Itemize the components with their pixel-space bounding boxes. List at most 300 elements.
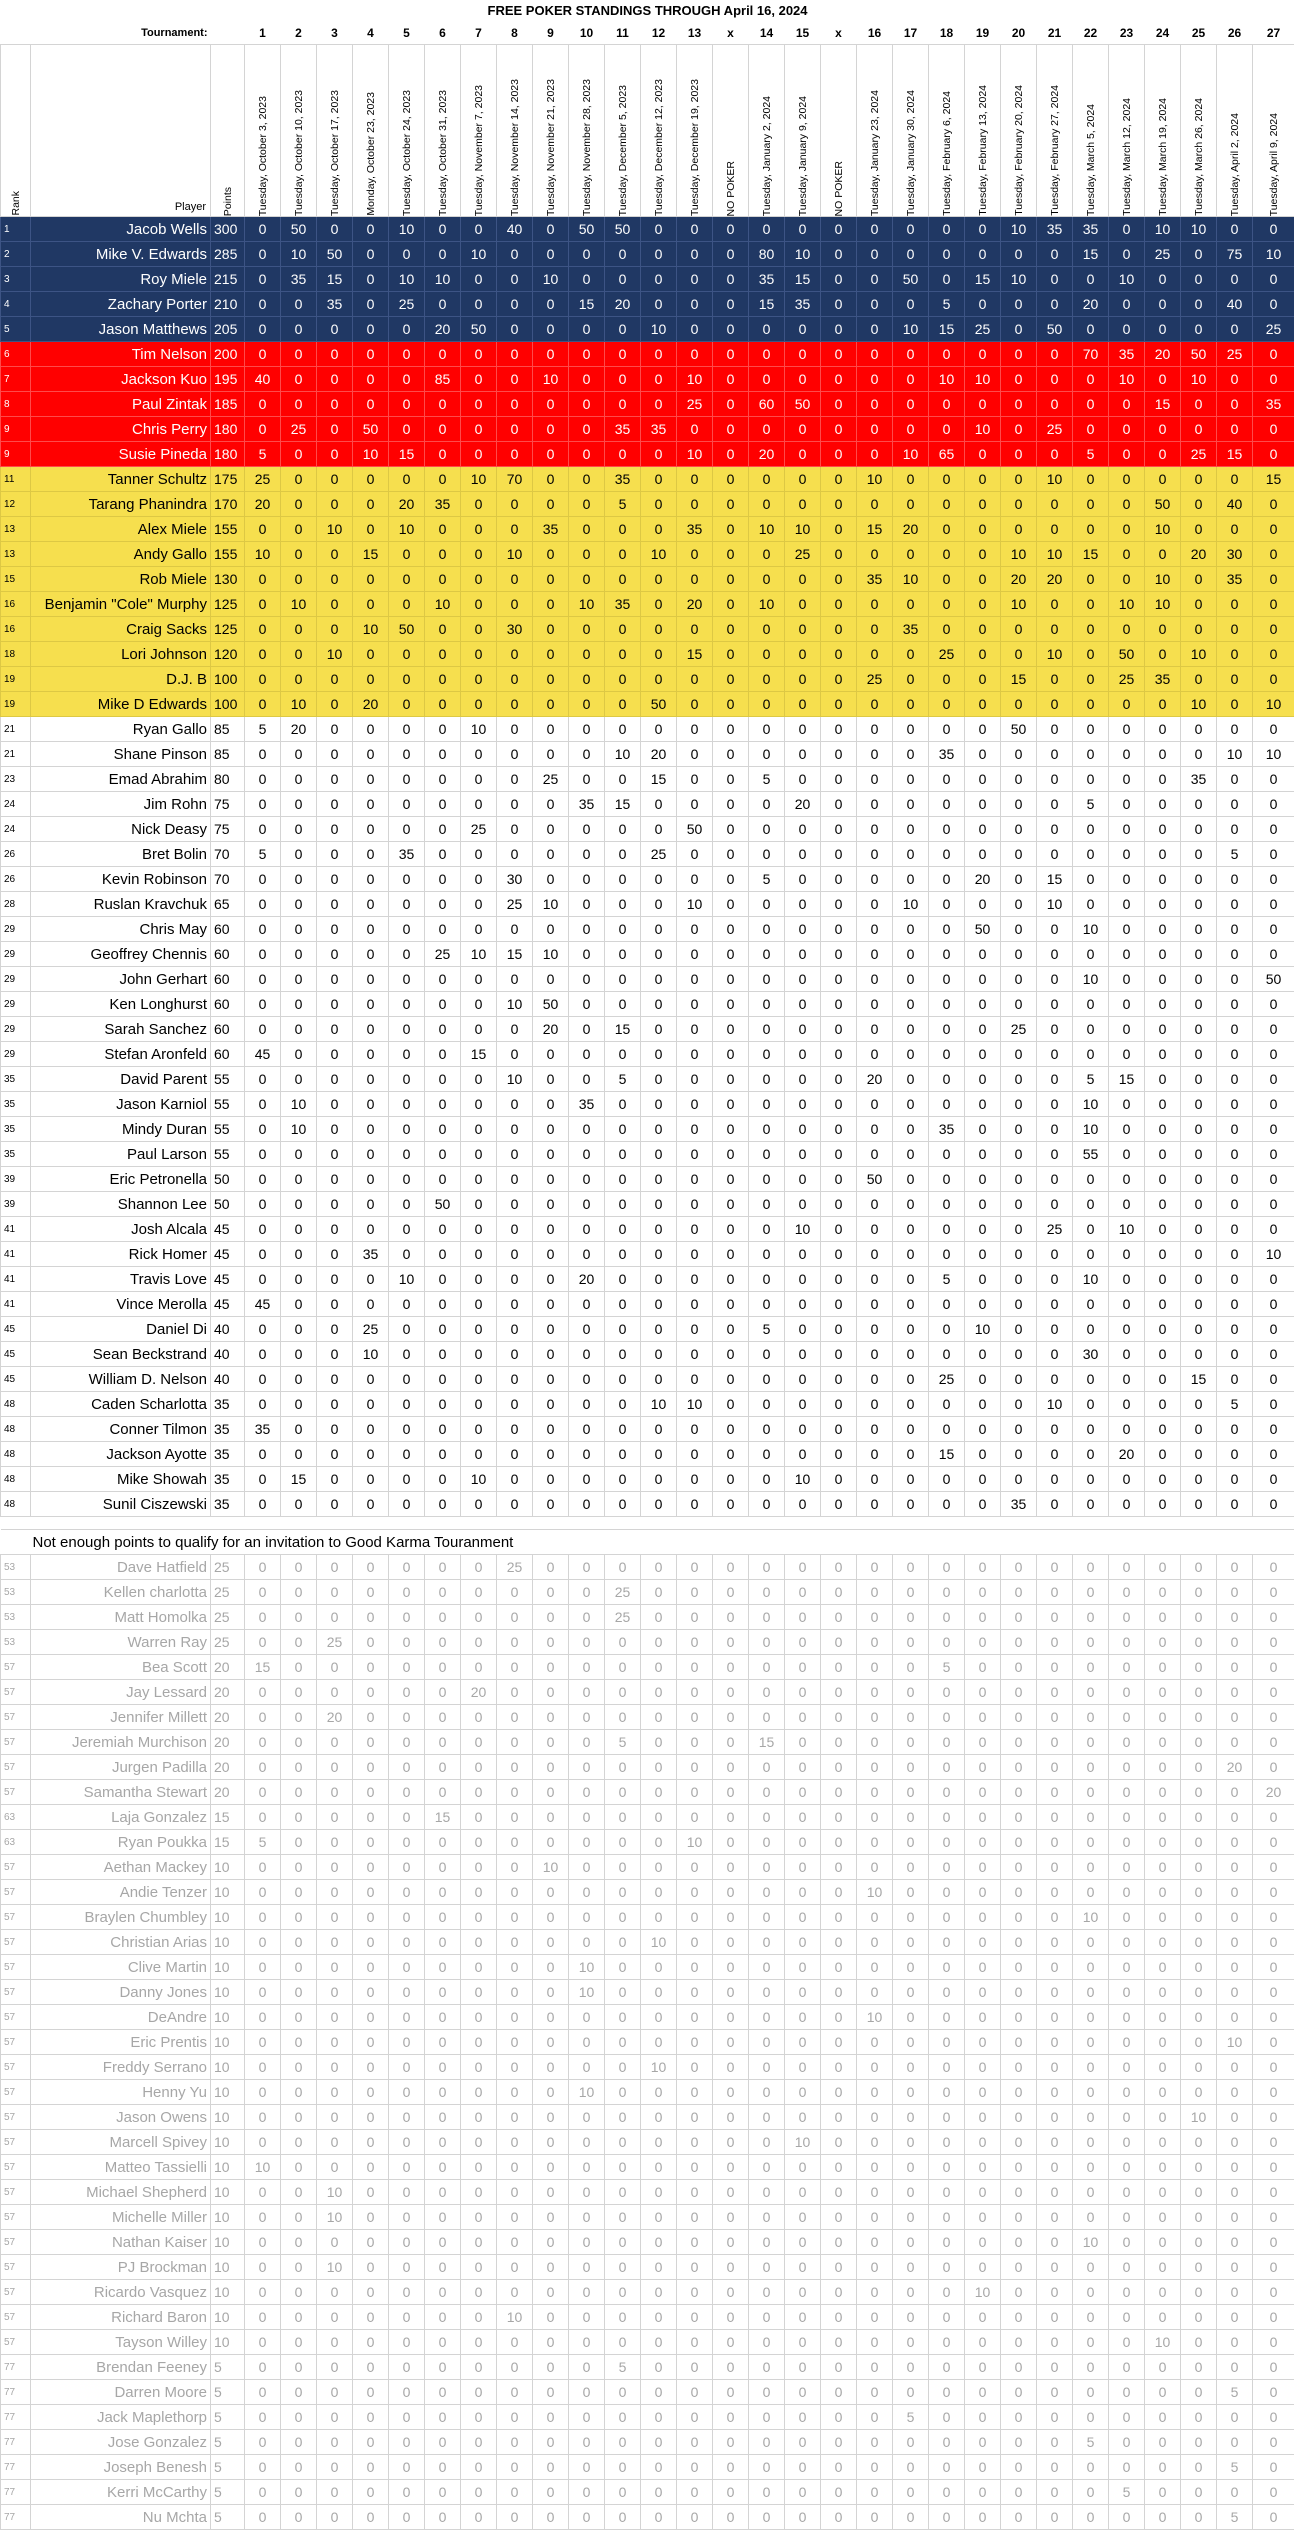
player-row (1, 1092, 1294, 1117)
tournament-score: 0 (605, 867, 641, 892)
tournament-score: 0 (1037, 2355, 1073, 2380)
player-row (1, 417, 1294, 442)
tournament-score: 10 (425, 267, 461, 292)
tournament-score: 25 (353, 1317, 389, 1342)
tournament-score: 0 (1145, 1367, 1181, 1392)
tournament-score: 0 (1073, 767, 1109, 792)
tournament-score: 0 (281, 1192, 317, 1217)
tournament-score: 0 (893, 1142, 929, 1167)
tournament-score: 0 (605, 2405, 641, 2430)
tournament-score: 0 (749, 717, 785, 742)
tournament-score: 0 (749, 317, 785, 342)
tournament-number: 16 (857, 21, 893, 45)
tournament-score: 0 (1109, 1342, 1145, 1367)
tournament-score: 10 (965, 367, 1001, 392)
player-row (1, 1042, 1294, 1067)
tournament-score: 0 (1001, 1680, 1037, 1705)
tournament-score: 0 (713, 217, 749, 242)
tournament-score: 10 (245, 2155, 281, 2180)
tournament-score: 0 (749, 642, 785, 667)
player-rank: 57 (1, 1880, 31, 1905)
player-row (1, 717, 1294, 742)
tournament-score: 0 (245, 1492, 281, 1517)
tournament-score: 0 (281, 1267, 317, 1292)
tournament-score: 0 (785, 867, 821, 892)
player-points: 100 (211, 692, 245, 717)
tournament-score: 0 (749, 692, 785, 717)
tournament-score: 0 (497, 1242, 533, 1267)
tournament-score: 0 (1181, 867, 1217, 892)
tournament-score: 0 (425, 2380, 461, 2405)
tournament-score: 0 (569, 1042, 605, 1067)
tournament-score: 0 (1073, 2055, 1109, 2080)
tournament-score: 0 (461, 1067, 497, 1092)
tournament-score: 0 (497, 367, 533, 392)
tournament-score: 0 (641, 367, 677, 392)
tournament-score: 0 (605, 1392, 641, 1417)
tournament-score: 0 (245, 1930, 281, 1955)
tournament-score: 0 (605, 1492, 641, 1517)
tournament-score: 50 (677, 817, 713, 842)
tournament-score: 0 (1001, 2130, 1037, 2155)
tournament-score: 10 (893, 317, 929, 342)
tournament-score: 0 (569, 1492, 605, 1517)
tournament-date-header (245, 45, 281, 217)
tournament-score: 0 (965, 942, 1001, 967)
tournament-score: 0 (713, 1317, 749, 1342)
tournament-score: 0 (785, 1580, 821, 1605)
tournament-score: 0 (461, 417, 497, 442)
tournament-score: 50 (1181, 342, 1217, 367)
tournament-score: 0 (389, 1930, 425, 1955)
tournament-score: 0 (317, 967, 353, 992)
tournament-score: 0 (461, 617, 497, 642)
tournament-score: 0 (281, 1930, 317, 1955)
tournament-score: 0 (965, 1805, 1001, 1830)
tournament-score: 0 (1217, 1655, 1253, 1680)
tournament-score: 0 (749, 1467, 785, 1492)
player-rank: 77 (1, 2455, 31, 2480)
tournament-score: 0 (1001, 2080, 1037, 2105)
player-name: David Parent (31, 1067, 211, 1092)
player-points: 10 (211, 2305, 245, 2330)
tournament-score: 0 (1001, 2205, 1037, 2230)
tournament-score: 0 (1253, 1192, 1294, 1217)
tournament-score: 0 (713, 792, 749, 817)
tournament-score: 0 (569, 2180, 605, 2205)
tournament-score: 0 (317, 392, 353, 417)
player-rank: 35 (1, 1142, 31, 1167)
tournament-score: 0 (281, 567, 317, 592)
tournament-score: 20 (389, 492, 425, 517)
player-rank: 24 (1, 792, 31, 817)
tournament-score: 0 (929, 1830, 965, 1855)
tournament-score: 0 (533, 1417, 569, 1442)
tournament-score: 15 (497, 942, 533, 967)
tournament-score: 0 (1037, 1042, 1073, 1067)
player-name: Rob Miele (31, 567, 211, 592)
tournament-score: 0 (461, 1980, 497, 2005)
tournament-score: 0 (353, 917, 389, 942)
tournament-score: 0 (1109, 1392, 1145, 1417)
tournament-score: 0 (1181, 1855, 1217, 1880)
tournament-score: 25 (1109, 667, 1145, 692)
tournament-score: 0 (1217, 1242, 1253, 1267)
tournament-score: 0 (605, 2180, 641, 2205)
tournament-score: 0 (1001, 1067, 1037, 1092)
tournament-score: 0 (1181, 2330, 1217, 2355)
tournament-score: 0 (821, 1042, 857, 1067)
tournament-score: 0 (1217, 692, 1253, 717)
tournament-score: 25 (317, 1630, 353, 1655)
tournament-score: 0 (1073, 417, 1109, 442)
tournament-score: 0 (1253, 417, 1294, 442)
tournament-number: 10 (569, 21, 605, 45)
tournament-score: 0 (533, 2280, 569, 2305)
tournament-score: 0 (461, 542, 497, 567)
tournament-score: 0 (1253, 292, 1294, 317)
tournament-score: 0 (641, 1117, 677, 1142)
tournament-score: 0 (605, 2230, 641, 2255)
tournament-score: 0 (245, 2230, 281, 2255)
tournament-score: 0 (461, 1930, 497, 1955)
tournament-score: 0 (353, 2230, 389, 2255)
tournament-score: 0 (1109, 392, 1145, 417)
tournament-score: 10 (461, 1467, 497, 1492)
tournament-date-header (857, 45, 893, 217)
tournament-score: 10 (1037, 892, 1073, 917)
tournament-score: 0 (641, 242, 677, 267)
tournament-score: 0 (461, 767, 497, 792)
tournament-score: 0 (425, 1880, 461, 1905)
tournament-date: Tuesday, October 24, 2023 (401, 86, 413, 216)
tournament-score: 0 (857, 1142, 893, 1167)
tournament-score: 0 (317, 1755, 353, 1780)
tournament-score: 0 (533, 1980, 569, 2005)
tournament-score: 0 (569, 1655, 605, 1680)
tournament-score: 0 (1253, 542, 1294, 567)
player-rank: 35 (1, 1117, 31, 1142)
tournament-score: 0 (713, 2030, 749, 2055)
tournament-score: 0 (641, 2380, 677, 2405)
tournament-score: 0 (785, 2230, 821, 2255)
tournament-score: 0 (821, 1630, 857, 1655)
tournament-score: 0 (713, 1192, 749, 1217)
tournament-date: Tuesday, April 2, 2024 (1229, 109, 1241, 216)
tournament-score: 0 (497, 842, 533, 867)
tournament-score: 0 (569, 842, 605, 867)
tournament-score: 15 (1145, 392, 1181, 417)
tournament-score: 0 (461, 2080, 497, 2105)
tournament-score: 0 (1037, 2155, 1073, 2180)
tournament-date-header (425, 45, 461, 217)
tournament-score: 0 (821, 242, 857, 267)
player-rank: 48 (1, 1492, 31, 1517)
player-name: Caden Scharlotta (31, 1392, 211, 1417)
tournament-score: 0 (677, 417, 713, 442)
tournament-score: 0 (569, 1392, 605, 1417)
tournament-score: 15 (785, 267, 821, 292)
player-name: Susie Pineda (31, 442, 211, 467)
tournament-score: 0 (1217, 1605, 1253, 1630)
tournament-score: 0 (1073, 1367, 1109, 1392)
player-points: 5 (211, 2380, 245, 2405)
tournament-score: 0 (245, 967, 281, 992)
tournament-score: 0 (1181, 667, 1217, 692)
tournament-score: 0 (1001, 1392, 1037, 1417)
tournament-score: 0 (317, 1680, 353, 1705)
tournament-score: 0 (713, 2055, 749, 2080)
tournament-score: 0 (1145, 1580, 1181, 1605)
tournament-score: 20 (245, 492, 281, 517)
player-name: Alex Miele (31, 517, 211, 542)
tournament-score: 0 (353, 2255, 389, 2280)
tournament-score: 0 (281, 867, 317, 892)
tournament-score: 0 (1001, 1855, 1037, 1880)
tournament-score: 0 (1037, 2380, 1073, 2405)
tournament-score: 0 (605, 1217, 641, 1242)
tournament-score: 0 (1073, 1630, 1109, 1655)
player-row (1, 867, 1294, 892)
tournament-score: 0 (353, 1905, 389, 1930)
tournament-score: 0 (425, 717, 461, 742)
player-row (1, 492, 1294, 517)
tournament-score: 10 (245, 542, 281, 567)
tournament-score: 0 (533, 217, 569, 242)
player-row (1, 1805, 1294, 1830)
tournament-score: 0 (353, 642, 389, 667)
tournament-score: 0 (749, 2330, 785, 2355)
tournament-score: 0 (929, 1930, 965, 1955)
tournament-date: Monday, October 23, 2023 (365, 88, 377, 216)
tournament-score: 0 (1037, 1755, 1073, 1780)
tournament-score: 0 (929, 1042, 965, 1067)
tournament-score: 0 (785, 1142, 821, 1167)
tournament-score: 0 (425, 1317, 461, 1342)
tournament-score: 0 (245, 2205, 281, 2230)
tournament-score: 0 (677, 1292, 713, 1317)
tournament-score: 0 (569, 467, 605, 492)
player-points: 25 (211, 1605, 245, 1630)
tournament-score: 0 (497, 742, 533, 767)
tournament-score: 0 (461, 492, 497, 517)
tournament-score: 0 (1253, 1630, 1294, 1655)
tournament-score: 0 (893, 1242, 929, 1267)
tournament-date-header (893, 45, 929, 217)
tournament-score: 0 (965, 467, 1001, 492)
tournament-score: 0 (317, 1980, 353, 2005)
tournament-score: 0 (1001, 1467, 1037, 1492)
tournament-score: 0 (965, 1292, 1001, 1317)
tournament-score: 0 (965, 1980, 1001, 2005)
tournament-score: 0 (1145, 1730, 1181, 1755)
tournament-score: 0 (677, 1217, 713, 1242)
tournament-score: 0 (785, 817, 821, 842)
tournament-score: 0 (317, 592, 353, 617)
tournament-date: Tuesday, October 17, 2023 (329, 86, 341, 216)
tournament-score: 0 (1073, 1392, 1109, 1417)
tournament-score: 10 (965, 1317, 1001, 1342)
tournament-score: 0 (497, 1217, 533, 1242)
player-rank: 57 (1, 2180, 31, 2205)
tournament-score: 15 (677, 642, 713, 667)
tournament-score: 0 (821, 442, 857, 467)
tournament-score: 0 (497, 1880, 533, 1905)
player-row (1, 1192, 1294, 1217)
tournament-score: 0 (1217, 2480, 1253, 2505)
tournament-score: 0 (245, 1242, 281, 1267)
tournament-score: 0 (425, 2355, 461, 2380)
tournament-score: 0 (281, 2180, 317, 2205)
tournament-score: 0 (605, 1042, 641, 1067)
tournament-score: 0 (749, 1142, 785, 1167)
player-row (1, 1342, 1294, 1367)
tournament-date-header (713, 45, 749, 217)
tournament-score: 0 (929, 792, 965, 817)
tournament-score: 0 (533, 967, 569, 992)
tournament-score: 0 (1253, 1442, 1294, 1467)
tournament-score: 0 (569, 2455, 605, 2480)
tournament-score: 0 (1181, 2205, 1217, 2230)
tournament-score: 0 (1037, 2480, 1073, 2505)
tournament-score: 0 (929, 1067, 965, 1092)
tournament-score: 35 (1217, 567, 1253, 592)
tournament-score: 0 (1001, 1580, 1037, 1605)
tournament-score: 0 (569, 817, 605, 842)
player-points: 55 (211, 1142, 245, 1167)
player-row (1, 1905, 1294, 1930)
player-points: 10 (211, 1980, 245, 2005)
tournament-score: 0 (425, 1067, 461, 1092)
tournament-score: 0 (317, 1317, 353, 1342)
tournament-score: 0 (929, 1417, 965, 1442)
tournament-score: 0 (281, 1317, 317, 1342)
tournament-score: 0 (749, 2480, 785, 2505)
tournament-score: 25 (677, 392, 713, 417)
tournament-score: 0 (1253, 1555, 1294, 1580)
tournament-score: 0 (1253, 1392, 1294, 1417)
tournament-score: 0 (1073, 2480, 1109, 2505)
tournament-score: 0 (893, 1655, 929, 1680)
tournament-score: 0 (1253, 492, 1294, 517)
player-points: 10 (211, 2130, 245, 2155)
player-name: Nick Deasy (31, 817, 211, 842)
tournament-score: 35 (1073, 217, 1109, 242)
tournament-score: 0 (425, 1555, 461, 1580)
tournament-score: 0 (857, 867, 893, 892)
tournament-score: 0 (281, 767, 317, 792)
tournament-score: 0 (749, 792, 785, 817)
tournament-score: 0 (1253, 1755, 1294, 1780)
tournament-score: 0 (785, 1442, 821, 1467)
tournament-score: 0 (929, 542, 965, 567)
tournament-score: 0 (893, 2105, 929, 2130)
tournament-score: 0 (749, 2130, 785, 2155)
tournament-score: 0 (1073, 1292, 1109, 1317)
tournament-score: 0 (857, 1267, 893, 1292)
tournament-score: 0 (1073, 1705, 1109, 1730)
tournament-score: 0 (857, 2230, 893, 2255)
tournament-score: 0 (605, 342, 641, 367)
player-name: Geoffrey Chennis (31, 942, 211, 967)
tournament-score: 0 (317, 1555, 353, 1580)
tournament-score: 0 (929, 1705, 965, 1730)
tournament-score: 10 (389, 1267, 425, 1292)
tournament-score: 0 (245, 992, 281, 1017)
tournament-score: 0 (749, 742, 785, 767)
tournament-score: 0 (713, 967, 749, 992)
tournament-score: 0 (677, 2505, 713, 2530)
tournament-score: 0 (461, 742, 497, 767)
tournament-score: 0 (641, 1805, 677, 1830)
tournament-score: 0 (497, 292, 533, 317)
tournament-score: 0 (317, 2155, 353, 2180)
tournament-score: 0 (641, 1042, 677, 1067)
tournament-score: 0 (1001, 2005, 1037, 2030)
tournament-score: 20 (1145, 342, 1181, 367)
tournament-score: 20 (677, 592, 713, 617)
tournament-score: 0 (425, 1830, 461, 1855)
tournament-score: 0 (929, 1192, 965, 1217)
tournament-score: 0 (785, 1392, 821, 1417)
tournament-score: 0 (1109, 1467, 1145, 1492)
tournament-score: 0 (1037, 1805, 1073, 1830)
tournament-score: 0 (857, 242, 893, 267)
tournament-score: 0 (1001, 992, 1037, 1017)
tournament-score: 0 (1073, 942, 1109, 967)
tournament-score: 0 (461, 1855, 497, 1880)
tournament-score: 0 (1001, 1167, 1037, 1192)
tournament-score: 0 (1217, 867, 1253, 892)
tournament-score: 25 (605, 1580, 641, 1605)
tournament-score: 0 (785, 592, 821, 617)
tournament-score: 0 (605, 1755, 641, 1780)
tournament-score: 10 (281, 242, 317, 267)
player-row (1, 1142, 1294, 1167)
tournament-score: 0 (1001, 2355, 1037, 2380)
tournament-score: 0 (1145, 1805, 1181, 1830)
tournament-score: 0 (245, 742, 281, 767)
tournament-score: 0 (749, 2355, 785, 2380)
tournament-score: 0 (1001, 942, 1037, 967)
tournament-score: 0 (857, 1342, 893, 1367)
tournament-score: 0 (1145, 1092, 1181, 1117)
tournament-score: 0 (1109, 1755, 1145, 1780)
tournament-score: 0 (965, 492, 1001, 517)
tournament-score: 0 (821, 1342, 857, 1367)
tournament-score: 0 (821, 542, 857, 567)
tournament-score: 0 (677, 217, 713, 242)
tournament-score: 0 (245, 1555, 281, 1580)
tournament-score: 0 (1217, 1630, 1253, 1655)
tournament-score: 0 (713, 1905, 749, 1930)
tournament-score: 0 (245, 2180, 281, 2205)
tournament-score: 0 (533, 317, 569, 342)
tournament-score: 0 (1253, 2355, 1294, 2380)
tournament-score: 0 (1217, 2305, 1253, 2330)
tournament-score: 0 (785, 1342, 821, 1367)
tournament-date: Tuesday, December 12, 2023 (653, 75, 665, 216)
tournament-score: 5 (893, 2405, 929, 2430)
page-title: FREE POKER STANDINGS THROUGH April 16, 2024 (1, 0, 1294, 21)
tournament-score: 0 (929, 242, 965, 267)
tournament-score: 0 (389, 1730, 425, 1755)
tournament-score: 0 (893, 467, 929, 492)
tournament-score: 0 (857, 2405, 893, 2430)
tournament-score: 0 (713, 2080, 749, 2105)
tournament-score: 0 (1145, 317, 1181, 342)
tournament-score: 0 (1181, 292, 1217, 317)
